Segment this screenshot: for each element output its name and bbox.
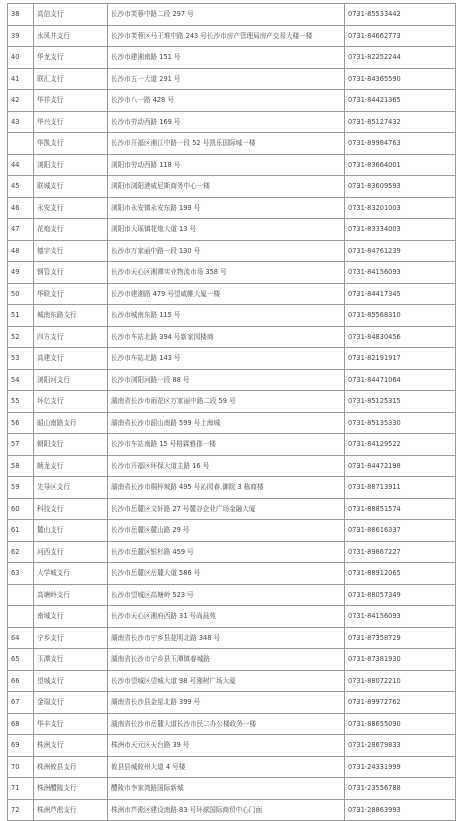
branch-phone: 0731-88912065	[345, 563, 456, 585]
branch-address: 长沙市车站北路 143 号	[108, 348, 345, 370]
table-row	[8, 606, 456, 628]
row-number: 52	[8, 326, 34, 348]
branch-phone: 0731-83609593	[345, 176, 456, 198]
branch-phone: 0731-84421365	[345, 90, 456, 112]
row-number: 41	[8, 68, 34, 90]
row-number: 39	[8, 25, 34, 47]
row-number: 43	[8, 111, 34, 133]
row-number: 64	[8, 627, 34, 649]
row-number	[8, 606, 34, 628]
branch-table-body	[8, 4, 456, 821]
branch-phone: 0731-87358729	[345, 627, 456, 649]
table-row	[8, 778, 456, 800]
branch-address: 湖南省长沙市宁乡县花明北路 348 号	[108, 627, 345, 649]
branch-phone: 0731-85533442	[345, 4, 456, 26]
branch-name: 联汇支行	[34, 68, 108, 90]
branch-phone: 0731-84830456	[345, 326, 456, 348]
row-number	[8, 584, 34, 606]
branch-phone: 0731-88057349	[345, 584, 456, 606]
branch-name: 顺龙支行	[34, 455, 108, 477]
branch-address: 长沙市开福区环保大道主路 16 号	[108, 455, 345, 477]
row-number: 65	[8, 649, 34, 671]
branch-phone: 0731-82191917	[345, 348, 456, 370]
row-number: 59	[8, 477, 34, 499]
row-number: 54	[8, 369, 34, 391]
branch-address: 浏阳市永安镇永安东路 199 号	[108, 197, 345, 219]
branch-name: 浏阳支行	[34, 154, 108, 176]
table-row	[8, 348, 456, 370]
row-number: 56	[8, 412, 34, 434]
branch-address: 长沙市车站南路 15 号格霖雅郡一楼	[108, 434, 345, 456]
row-number: 57	[8, 434, 34, 456]
branch-phone: 0731-84471064	[345, 369, 456, 391]
branch-name: 先导区支行	[34, 477, 108, 499]
branch-address: 长沙市芙蓉区马王堆中路 243 号长沙市房产管理局房产交易大楼一楼	[108, 25, 345, 47]
row-number: 49	[8, 262, 34, 284]
branch-phone: 0731-88851574	[345, 498, 456, 520]
branch-phone: 0731-84129522	[345, 434, 456, 456]
table-row	[8, 649, 456, 671]
table-row	[8, 176, 456, 198]
branch-name: 大学城支行	[34, 563, 108, 585]
table-row	[8, 4, 456, 26]
table-row	[8, 262, 456, 284]
branch-name: 水风井支行	[34, 25, 108, 47]
branch-phone: 0731-84662773	[345, 25, 456, 47]
branch-address: 长沙市岳麓区岳麓大道 586 号	[108, 563, 345, 585]
branch-address: 长沙市建湘路 479 号望咸帷大厦一楼	[108, 283, 345, 305]
row-number: 61	[8, 520, 34, 542]
branch-phone: 0731-84156093	[345, 262, 456, 284]
branch-address: 湖南省长沙市雨花区万家丽中路二段 59 号	[108, 391, 345, 413]
branch-phone: 0731-24331999	[345, 756, 456, 778]
row-number	[8, 133, 34, 155]
table-row	[8, 498, 456, 520]
row-number: 69	[8, 735, 34, 757]
branch-phone: 0731-88713911	[345, 477, 456, 499]
branch-address: 湖南省长沙市桐梓坡路 495 号沁园春.御院 3 栋商楼	[108, 477, 345, 499]
row-number: 47	[8, 219, 34, 241]
row-number: 62	[8, 541, 34, 563]
row-number: 48	[8, 240, 34, 262]
branch-name: 株洲攸县支行	[34, 756, 108, 778]
branch-name: 宁乡支行	[34, 627, 108, 649]
branch-address: 长沙市八一路 428 号	[108, 90, 345, 112]
table-row	[8, 563, 456, 585]
branch-address: 攸县县城攸州大道 4 号楼	[108, 756, 345, 778]
row-number: 67	[8, 692, 34, 714]
table-row	[8, 240, 456, 262]
table-row	[8, 735, 456, 757]
branch-address: 湖南省长沙市宁乡县玉潭镇春城路	[108, 649, 345, 671]
branch-address: 长沙市望城区高塘岭 523 号	[108, 584, 345, 606]
table-row	[8, 412, 456, 434]
branch-address: 长沙市建湘南路 151 号	[108, 47, 345, 69]
table-row	[8, 305, 456, 327]
table-row	[8, 326, 456, 348]
row-number: 63	[8, 563, 34, 585]
table-row	[8, 520, 456, 542]
table-row	[8, 90, 456, 112]
branch-address: 长沙市岳麓区银杉路 459 号	[108, 541, 345, 563]
branch-name: 德宇支行	[34, 240, 108, 262]
branch-name: 金瑞支行	[34, 692, 108, 714]
branch-address: 湖南省长沙市岳麓大道长沙市民二办公楼政务一楼	[108, 713, 345, 735]
branch-phone: 0731-84472198	[345, 455, 456, 477]
row-number: 50	[8, 283, 34, 305]
table-row	[8, 283, 456, 305]
branch-name: 城南东路支行	[34, 305, 108, 327]
branch-address: 湖南省长沙市韶山南路 599 号上海城	[108, 412, 345, 434]
table-row	[8, 692, 456, 714]
row-number: 71	[8, 778, 34, 800]
branch-address: 湖南省长沙县金星北路 399 号	[108, 692, 345, 714]
row-number: 51	[8, 305, 34, 327]
branch-phone: 0731-85127432	[345, 111, 456, 133]
branch-phone: 0731-84365590	[345, 68, 456, 90]
branch-address: 长沙市岳麓区麓山路 29 号	[108, 520, 345, 542]
branch-name: 环亿支行	[34, 391, 108, 413]
branch-phone: 0731-87381930	[345, 649, 456, 671]
branch-address: 株洲市芦淞区建设南路 83 号环球国际商贸中心门面	[108, 799, 345, 821]
branch-address: 长沙市万家丽中路一段 130 号	[108, 240, 345, 262]
row-number: 38	[8, 4, 34, 26]
table-row	[8, 434, 456, 456]
table-row	[8, 47, 456, 69]
branch-phone: 0731-85125315	[345, 391, 456, 413]
row-number: 40	[8, 47, 34, 69]
branch-name: 高信支行	[34, 4, 108, 26]
row-number: 70	[8, 756, 34, 778]
branch-name: 麓山支行	[34, 520, 108, 542]
branch-name: 华兴支行	[34, 111, 108, 133]
table-row	[8, 584, 456, 606]
branch-address: 株洲市天元区天台路 39 号	[108, 735, 345, 757]
branch-phone: 0731-88072210	[345, 670, 456, 692]
branch-phone: 0731-84761239	[345, 240, 456, 262]
branch-phone: 0731-84417345	[345, 283, 456, 305]
branch-name: 南城支行	[34, 606, 108, 628]
branch-name: 科技支行	[34, 498, 108, 520]
branch-phone: 0731-83201003	[345, 197, 456, 219]
branch-address: 长沙市岳麓区文轩路 27 号麓谷企业广场金融大厦	[108, 498, 345, 520]
branch-name: 钢管支行	[34, 262, 108, 284]
branch-name: 株洲醴陵支行	[34, 778, 108, 800]
branch-phone: 0731-23556788	[345, 778, 456, 800]
branch-phone: 0731-89972762	[345, 692, 456, 714]
table-row	[8, 369, 456, 391]
branch-address: 长沙市芙蓉中路二段 297 号	[108, 4, 345, 26]
branch-address: 长沙市城南东路 115 号	[108, 305, 345, 327]
branch-name: 花炮支行	[34, 219, 108, 241]
branch-phone: 0731-88616337	[345, 520, 456, 542]
branch-address: 浏阳市浏阳港威尼斯商务中心一楼	[108, 176, 345, 198]
branch-name: 株洲支行	[34, 735, 108, 757]
branch-address: 浏阳市大瑶镇花炮大道 13 号	[108, 219, 345, 241]
branch-address: 长沙市劳动西路 169 号	[108, 111, 345, 133]
row-number: 72	[8, 799, 34, 821]
branch-name: 朝阳支行	[34, 434, 108, 456]
branch-phone: 0731-89984763	[345, 133, 456, 155]
branch-name: 浏阳河支行	[34, 369, 108, 391]
branch-phone: 0731-85135330	[345, 412, 456, 434]
branch-phone: 0731-83334003	[345, 219, 456, 241]
branch-address: 长沙市天心区湘潭实业物流市场 358 号	[108, 262, 345, 284]
branch-address: 长沙市开福区湘江中路一段 52 号凯乐国际城一楼	[108, 133, 345, 155]
branch-address: 长沙市车站北路 394 号新家园楼商	[108, 326, 345, 348]
branch-name: 株洲芦淞支行	[34, 799, 108, 821]
table-row	[8, 756, 456, 778]
row-number: 58	[8, 455, 34, 477]
table-row	[8, 627, 456, 649]
branch-name: 华龙支行	[34, 47, 108, 69]
row-number: 46	[8, 197, 34, 219]
branch-address: 长沙市天心区湘府西路 31 号尚晨苑	[108, 606, 345, 628]
branch-name: 华丰支行	[34, 713, 108, 735]
table-row	[8, 391, 456, 413]
table-row	[8, 713, 456, 735]
branch-address: 醴陵市李家湾路国际新城	[108, 778, 345, 800]
branch-phone: 0731-85568310	[345, 305, 456, 327]
branch-address: 长沙市五一大道 291 号	[108, 68, 345, 90]
row-number: 42	[8, 90, 34, 112]
branch-name: 华联支行	[34, 283, 108, 305]
branch-address: 长沙市望城区望城大道 98 号湘树广场大厦	[108, 670, 345, 692]
table-row	[8, 799, 456, 821]
branch-name: 华祥支行	[34, 90, 108, 112]
branch-name: 河西支行	[34, 541, 108, 563]
branch-phone: 0731-83664001	[345, 154, 456, 176]
branch-phone: 0731-82252244	[345, 47, 456, 69]
branch-name: 韶山南路支行	[34, 412, 108, 434]
branch-name: 高塘岭支行	[34, 584, 108, 606]
branch-phone: 0731-84156093	[345, 606, 456, 628]
branch-name: 四方支行	[34, 326, 108, 348]
table-row	[8, 455, 456, 477]
branch-name: 玉潭支行	[34, 649, 108, 671]
branch-phone: 0731-28863993	[345, 799, 456, 821]
table-row	[8, 670, 456, 692]
branch-address: 浏阳市劳动西路 118 号	[108, 154, 345, 176]
table-row	[8, 68, 456, 90]
branch-table	[7, 3, 456, 821]
table-row	[8, 219, 456, 241]
branch-name: 高建支行	[34, 348, 108, 370]
table-row	[8, 477, 456, 499]
row-number: 66	[8, 670, 34, 692]
branch-name: 永安支行	[34, 197, 108, 219]
branch-name: 望城支行	[34, 670, 108, 692]
table-row	[8, 133, 456, 155]
table-row	[8, 154, 456, 176]
row-number: 68	[8, 713, 34, 735]
row-number: 55	[8, 391, 34, 413]
table-row	[8, 541, 456, 563]
row-number: 44	[8, 154, 34, 176]
row-number: 60	[8, 498, 34, 520]
row-number: 45	[8, 176, 34, 198]
table-row	[8, 197, 456, 219]
branch-phone: 0731-88655090	[345, 713, 456, 735]
branch-name: 华凯支行	[34, 133, 108, 155]
table-row	[8, 111, 456, 133]
branch-name: 联城支行	[34, 176, 108, 198]
branch-phone: 0731-89867227	[345, 541, 456, 563]
table-row	[8, 25, 456, 47]
row-number: 53	[8, 348, 34, 370]
branch-address: 长沙市浏阳河路一段 88 号	[108, 369, 345, 391]
branch-phone: 0731-28679833	[345, 735, 456, 757]
